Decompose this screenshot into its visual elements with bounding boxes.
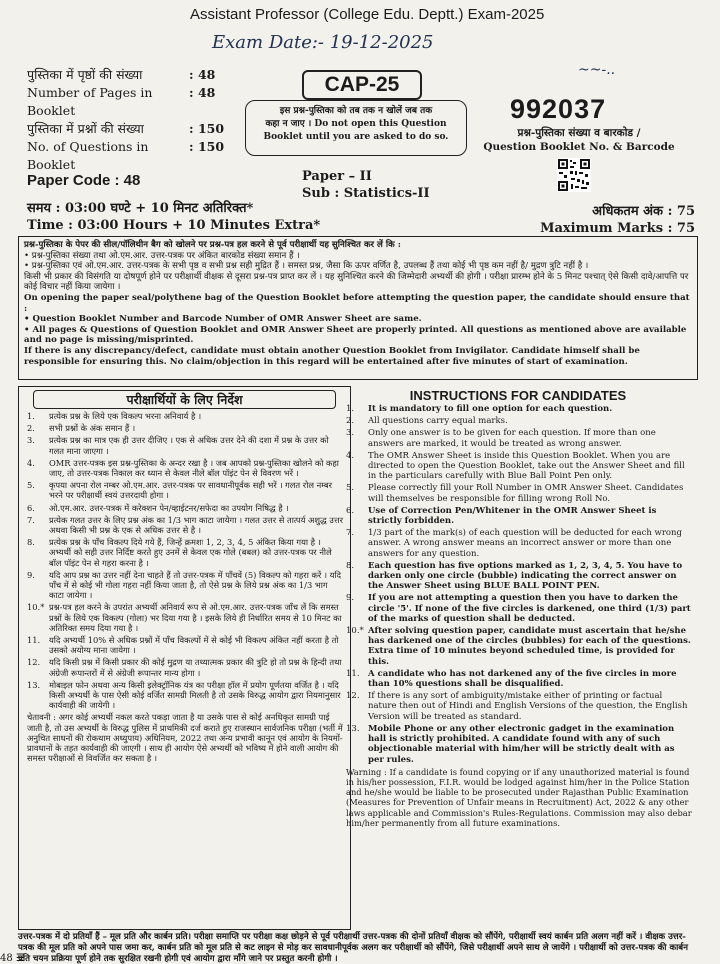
item-text: प्रत्येक प्रश्न के लिये एक विकल्प भरना अनिवार्य है । [49, 411, 202, 421]
list-item [27, 602, 344, 633]
instruction-line: किसी भी प्रकार की विसंगति या दोषपूर्ण होने पर परीक्षार्थी वीक्षक से दूसरा प्रश्न-पत्र प्राप्त कर लें । यह सुनिश्चित करने की जिम्मेदारी अभ्यर्थी की होगी । परीक्षा प्रारम्भ होने के 5 मिनट पश्चात् ऐसे किसी दावे/आपत्ति पर कोई विचार नहीं किया जायेगा । [24, 271, 689, 293]
meta-row [27, 138, 224, 174]
meta-row [27, 120, 224, 138]
paper-subject: Sub : Statistics-II [302, 186, 430, 201]
list-item [346, 451, 692, 482]
do-not-open-notice [245, 100, 467, 156]
time-english: Time : 03:00 Hours + 10 Minutes Extra* [27, 218, 321, 233]
list-item [346, 593, 692, 624]
item-number: 7. [346, 528, 355, 539]
meta-label: पुस्तिका में प्रश्नों की संख्या [27, 121, 144, 136]
list-item [346, 669, 692, 689]
footer-note: उत्तर-पत्रक में दो प्रतियाँ हैं – मूल प्रति और कार्बन प्रति। परीक्षा समाप्ति पर परीक्षा कक्ष छोड़ने से पूर्व परीक्षार्थी उत्तर-पत्रक की दोनों प्रतियाँ वीक्षक को सौंपेंगे, परीक्षार्थी स्वयं कार्बन प्रति अलग नहीं करें । वीक्षक उत्तर-पत्रक की मूल प्रति को अपने पास जमा कर, कार्बन प्रति को मूल प्रति से कट लाइन से मोड़ कर सावधानीपूर्वक अलग कर परीक्षार्थी को सौंपेंगे, जिसे परीक्षार्थी अपने साथ ले जायेंगे । परीक्षार्थी को उत्तर-पत्रक की कार्बन प्रति चयन प्रक्रिया पूर्ण होने तक सुरक्षित रखनी होगी एवं आयोग द्वारा माँगे जाने पर प्रस्तुत करनी होगी । [18, 932, 688, 964]
item-text: Mobile Phone or any other electronic gadget in the examination hall is strictly prohibited. A candidate found with any of such objectionable material with him/her will be strictly dealt with as per rules. [368, 723, 675, 765]
item-number: 12. [27, 657, 41, 668]
item-text: It is mandatory to fill one option for each question. [368, 404, 613, 414]
item-text: Each question has five options marked as 1, 2, 3, 4, 5. You have to darken only one circle (bubble) indicating the correct answer on the Answer Sheet using BLUE BALL POINT PEN. [368, 560, 683, 592]
meta-value: : 48 [189, 67, 216, 82]
paper-name: Paper – II [302, 169, 372, 184]
meta-label: Number of Pages in Booklet [27, 85, 153, 118]
english-list [338, 404, 698, 765]
item-number: 5. [346, 483, 355, 494]
list-item [346, 404, 692, 414]
list-item [27, 503, 344, 513]
item-text: A candidate who has not darkened any of the five circles in more than 10% questions shall be disqualified. [368, 668, 677, 690]
list-item [346, 626, 692, 667]
item-number: 6. [27, 502, 35, 513]
instruction-line: • प्रश्न-पुस्तिका एवं ओ.एम.आर. उत्तर-पत्रक के सभी पृष्ठ व सभी प्रश्न सही मुद्रित हैं । समस्त प्रश्न, जैसा कि ऊपर वर्णित है, उपलब्ध हैं तथा कोई भी पृष्ठ कम नहीं है/ मुद्रण त्रुटि नहीं है । [24, 261, 589, 272]
item-number: 12. [346, 691, 360, 702]
item-number: 11. [346, 668, 360, 679]
item-text: यदि अभ्यर्थी 10% से अधिक प्रश्नों में पाँच विकल्पों में से कोई भी विकल्प अंकित नहीं करता है तो उसको अयोग्य माना जायेगा । [49, 635, 339, 656]
item-text: Please correctly fill your Roll Number in OMR Answer Sheet. Candidates will themselves be responsible for filling wrong Roll No. [368, 483, 684, 504]
item-number: 10.* [346, 626, 364, 637]
item-text: कृपया अपना रोल नम्बर ओ.एम.आर. उत्तर-पत्रक पर सावधानीपूर्वक सही भरें । गलत रोल नम्बर भरने पर परीक्षार्थी स्वयं उत्तरदायी होगा । [49, 480, 333, 501]
list-item [346, 506, 692, 526]
item-number: 3. [346, 428, 355, 439]
item-text: प्रत्येक प्रश्न का मात्र एक ही उत्तर दीजिए । एक से अधिक उत्तर देने की दशा में प्रश्न के उत्तर को गलत माना जाएगा । [49, 435, 329, 456]
booklet-number: 992037 [510, 94, 607, 124]
marks-hindi: अधिकतम अंक : 75 [592, 204, 695, 219]
item-text: यदि आप प्रश्न का उत्तर नहीं देना चाहते हैं तो उत्तर-पत्रक में पाँचवें (5) विकल्प को गहरा करें । यदि पाँच में से कोई भी गोला गहरा नहीं किया जाता है, तो ऐसे प्रश्न के लिये प्रश्न अंक का 1/3 भाग काटा जायेगा । [49, 569, 342, 601]
item-number: 6. [346, 505, 355, 516]
paper-code: Paper Code : 48 [27, 172, 141, 189]
item-text: If you are not attempting a question then you have to darken the circle '5'. If none of the five circles is darkened, one third (1/3) part of the marks of question shall be deducted. [368, 593, 691, 624]
item-number: 13. [27, 679, 41, 690]
list-item [27, 515, 344, 535]
hindi-heading: परीक्षार्थियों के लिए निर्देश [33, 390, 336, 409]
hindi-warning: चेतावनी : अगर कोई अभ्यर्थी नकल करते पकड़ा जाता है या उसके पास से कोई अनधिकृत सामग्री पाई जाती है, तो उस अभ्यर्थी के विरुद्ध पुलिस में प्राथमिकी दर्ज कराते हुए राजस्थान सार्वजनिक परीक्षा (भर्ती में अनुचित साधनों की रोकथाम अध्युपाय) अधिनियम, 2022 तथा अन्य प्रभावी कानून एवं आयोग के नियमों-प्रावधानों के तहत कार्यवाही की जाएगी । साथ ही आयोग ऐसे अभ्यर्थी को भविष्य में होने वाली आयोग की समस्त परीक्षाओं से विवर्जित कर सकता है । [27, 712, 343, 764]
list-item [27, 537, 344, 568]
meta-row [27, 66, 224, 84]
item-text: मोबाइल फोन अथवा अन्य किसी इलेक्ट्रॉनिक यंत्र का परीक्षा हॉल में प्रयोग पूर्णतया वर्जित है । यदि किसी अभ्यर्थी के पास ऐसी कोई वर्जित सामग्री मिलती है तो उसके विरुद्ध आयोग द्वारा नियमानुसार कार्यवाही की जायेगी । [49, 679, 341, 711]
item-text: If there is any sort of ambiguity/mistake either of printing or factual nature then out of Hindi and English Versions of the question, the English Version will be treated as standard. [368, 691, 688, 722]
meta-value: : 150 [189, 121, 225, 136]
item-number: 8. [346, 560, 355, 571]
booklet-label-english: Question Booklet No. & Barcode [483, 141, 675, 153]
qr-code-icon [557, 158, 591, 192]
paper-info [302, 168, 430, 202]
item-text: After solving question paper, candidate must ascertain that he/she has darkened one of the circles (bubbles) for each of the questions. Extra time of 10 minutes beyond scheduled time, is provided for this. [368, 626, 691, 667]
page-number: 48 ☰ [0, 953, 25, 964]
list-item [27, 635, 344, 655]
top-instructions-box [18, 236, 698, 380]
instruction-line: • प्रश्न-पुस्तिका संख्या तथा ओ.एम.आर. उत्तर-पत्रक पर अंकित बारकोड संख्या समान हैं । [24, 250, 300, 261]
notice-line: कहा न जाए । Do not open this Question [265, 119, 447, 129]
list-item [346, 561, 692, 592]
hindi-instructions [18, 386, 351, 930]
english-instructions [338, 386, 698, 930]
item-text: Only one answer is to be given for each question. If more than one answers are marked, it would be treated as wrong answer. [368, 428, 656, 449]
list-item [346, 428, 692, 448]
meta-value: : 150 [189, 139, 225, 154]
item-text: सभी प्रश्नों के अंक समान हैं । [49, 423, 136, 434]
item-text: यदि किसी प्रश्न में किसी प्रकार की कोई मुद्रण या तथ्यात्मक प्रकार की त्रुटि हो तो प्रश्न के हिन्दी तथा अंग्रेजी रूपान्तरों में से अंग्रेजी रूपान्तर मान्य होगा । [49, 657, 342, 678]
exam-title: Assistant Professor (College Edu. Deptt.) Exam-2025 [190, 6, 545, 23]
list-item [27, 435, 344, 455]
instruction-line: • All pages & Questions of Question Booklet and OMR Answer Sheet are properly printed. All questions as mentioned above are available and no page is missing/misprinted. [24, 324, 687, 346]
item-text: All questions carry equal marks. [368, 416, 508, 427]
list-item [27, 680, 344, 711]
english-heading: INSTRUCTIONS FOR CANDIDATES [409, 388, 627, 403]
item-text: प्रत्येक प्रश्न के पाँच विकल्प दिये गये हैं, जिन्हें क्रमशः 1, 2, 3, 4, 5 अंकित किया गया है । अभ्यर्थी को सही उत्तर निर्दिष्ट करते हुए उनमें से केवल एक गोले (बबल) को उत्तर-पत्रक पर नीले बॉल पॉइंट पेन से गहरा करना है । [49, 537, 332, 568]
instruction-line: On opening the paper seal/polythene bag of the Question Booklet before attempting the question paper, the candidate should ensure that : [24, 292, 690, 314]
item-text: प्रत्येक गलत उत्तर के लिए प्रश्न अंक का 1/3 भाग काटा जायेगा । गलत उत्तर से तात्पर्य अशुद्ध उत्तर अथवा किसी भी प्रश्न के एक से अधिक उत्तर से है । [49, 514, 343, 536]
list-item [27, 657, 344, 677]
notice-line: Booklet until you are asked to do so. [263, 132, 449, 142]
instruction-line: • Question Booklet Number and Barcode Number of OMR Answer Sheet are same. [24, 314, 422, 325]
english-warning: Warning : If a candidate is found copying or if any unauthorized material is found in his/her possession, F.I.R. would be lodged against him/her in the Police Station and he/she would be liable to be prosecuted under Rajasthan Public Examination (Measures for Prevention of Unfair means in Recruitment) Act, 2022 & any other laws applicable and Commission's Rules-Regulations. Commission may also debar him/her permanently from all future examinations. [346, 766, 692, 828]
item-text: ओ.एम.आर. उत्तर-पत्रक में करेक्शन पेन/व्हाईटनर/सफेदा का उपयोग निषिद्ध है । [49, 502, 289, 513]
list-item [27, 480, 344, 500]
booklet-label-hindi: प्रश्न-पुस्तिका संख्या व बारकोड / [517, 127, 641, 139]
notice-line: इस प्रश्न-पुस्तिका को तब तक न खोलें जब तक [279, 106, 433, 116]
item-number: 10.* [27, 602, 45, 613]
item-number: 8. [27, 537, 35, 548]
instruction-line: If there is any discrepancy/defect, candidate must obtain another Question Booklet from Invigilator. Candidate himself shall be responsible for ensuring this. No claim/objection in this regard will be entertained after five minutes of start of examination. [24, 345, 640, 367]
item-number: 11. [27, 635, 41, 646]
cap-code-box: CAP-25 [302, 70, 422, 100]
item-number: 9. [346, 593, 355, 604]
list-item [346, 528, 692, 559]
list-item [27, 423, 344, 433]
item-number: 1. [27, 411, 35, 421]
handwritten-exam-date: Exam Date:- 19-12-2025 [212, 32, 434, 53]
item-text: The OMR Answer Sheet is inside this Question Booklet. When you are directed to open the Question Booklet, take out the Answer Sheet and fill in the particulars carefully with Blue Ball Point Pen only. [368, 450, 685, 482]
item-number: 5. [27, 480, 35, 491]
item-number: 4. [346, 450, 355, 461]
time-allowed [27, 200, 320, 234]
item-text: Use of Correction Pen/Whitener in the OMR Answer Sheet is strictly forbidden. [368, 505, 657, 527]
meta-label: पुस्तिका में पृष्ठों की संख्या [27, 67, 143, 82]
booklet-meta [27, 66, 224, 174]
instruction-line: प्रश्न-पुस्तिका के पेपर की सील/पॉलिथीन बैग को खोलने पर प्रश्न-पत्र हल करने से पूर्व परीक्षार्थी यह सुनिश्चित कर लें कि : [24, 240, 401, 250]
item-number: 4. [27, 457, 35, 468]
item-number: 2. [346, 416, 355, 427]
item-text: प्रश्न-पत्र हल करने के उपरांत अभ्यर्थी अनिवार्य रूप से ओ.एम.आर. उत्तर-पत्रक जाँच लें कि समस्त प्रश्नों के लिये एक विकल्प (गोला) भर दिया गया है । इसके लिये ही निर्धारित समय से 10 मिनट का अतिरिक्त समय दिया गया है । [49, 602, 342, 633]
list-item [27, 411, 344, 421]
marks-english: Maximum Marks : 75 [540, 221, 695, 236]
hindi-list [19, 411, 350, 710]
handwritten-scribble: ~~-.. [578, 62, 616, 78]
time-hindi: समय : 03:00 घण्टे + 10 मिनट अतिरिक्त* [27, 201, 254, 216]
meta-value: : 48 [189, 85, 216, 100]
list-item [27, 458, 344, 478]
booklet-barcode-label [474, 126, 684, 154]
item-number: 9. [27, 569, 35, 580]
list-item [27, 570, 344, 601]
item-number: 2. [27, 423, 35, 434]
item-text: 1/3 part of the mark(s) of each question will be deducted for each wrong answer. A wrong answer means an incorrect answer or more than one answers for any question. [368, 528, 682, 559]
list-item [346, 724, 692, 765]
list-item [346, 691, 692, 722]
maximum-marks [528, 203, 695, 237]
meta-label: No. of Questions in Booklet [27, 139, 149, 172]
meta-row [27, 84, 224, 120]
item-number: 7. [27, 514, 35, 525]
list-item [346, 483, 692, 503]
list-item [346, 416, 692, 426]
item-number: 3. [27, 435, 35, 446]
item-number: 1. [346, 404, 355, 414]
item-number: 13. [346, 723, 360, 734]
item-text: OMR उत्तर-पत्रक इस प्रश्न-पुस्तिका के अन्दर रखा है । जब आपको प्रश्न-पुस्तिका खोलने को कहा जाए, तो उत्तर-पत्रक निकाल कर ध्यान से केवल नीले बॉल पॉइंट पेन से विवरण भरें । [49, 457, 339, 479]
